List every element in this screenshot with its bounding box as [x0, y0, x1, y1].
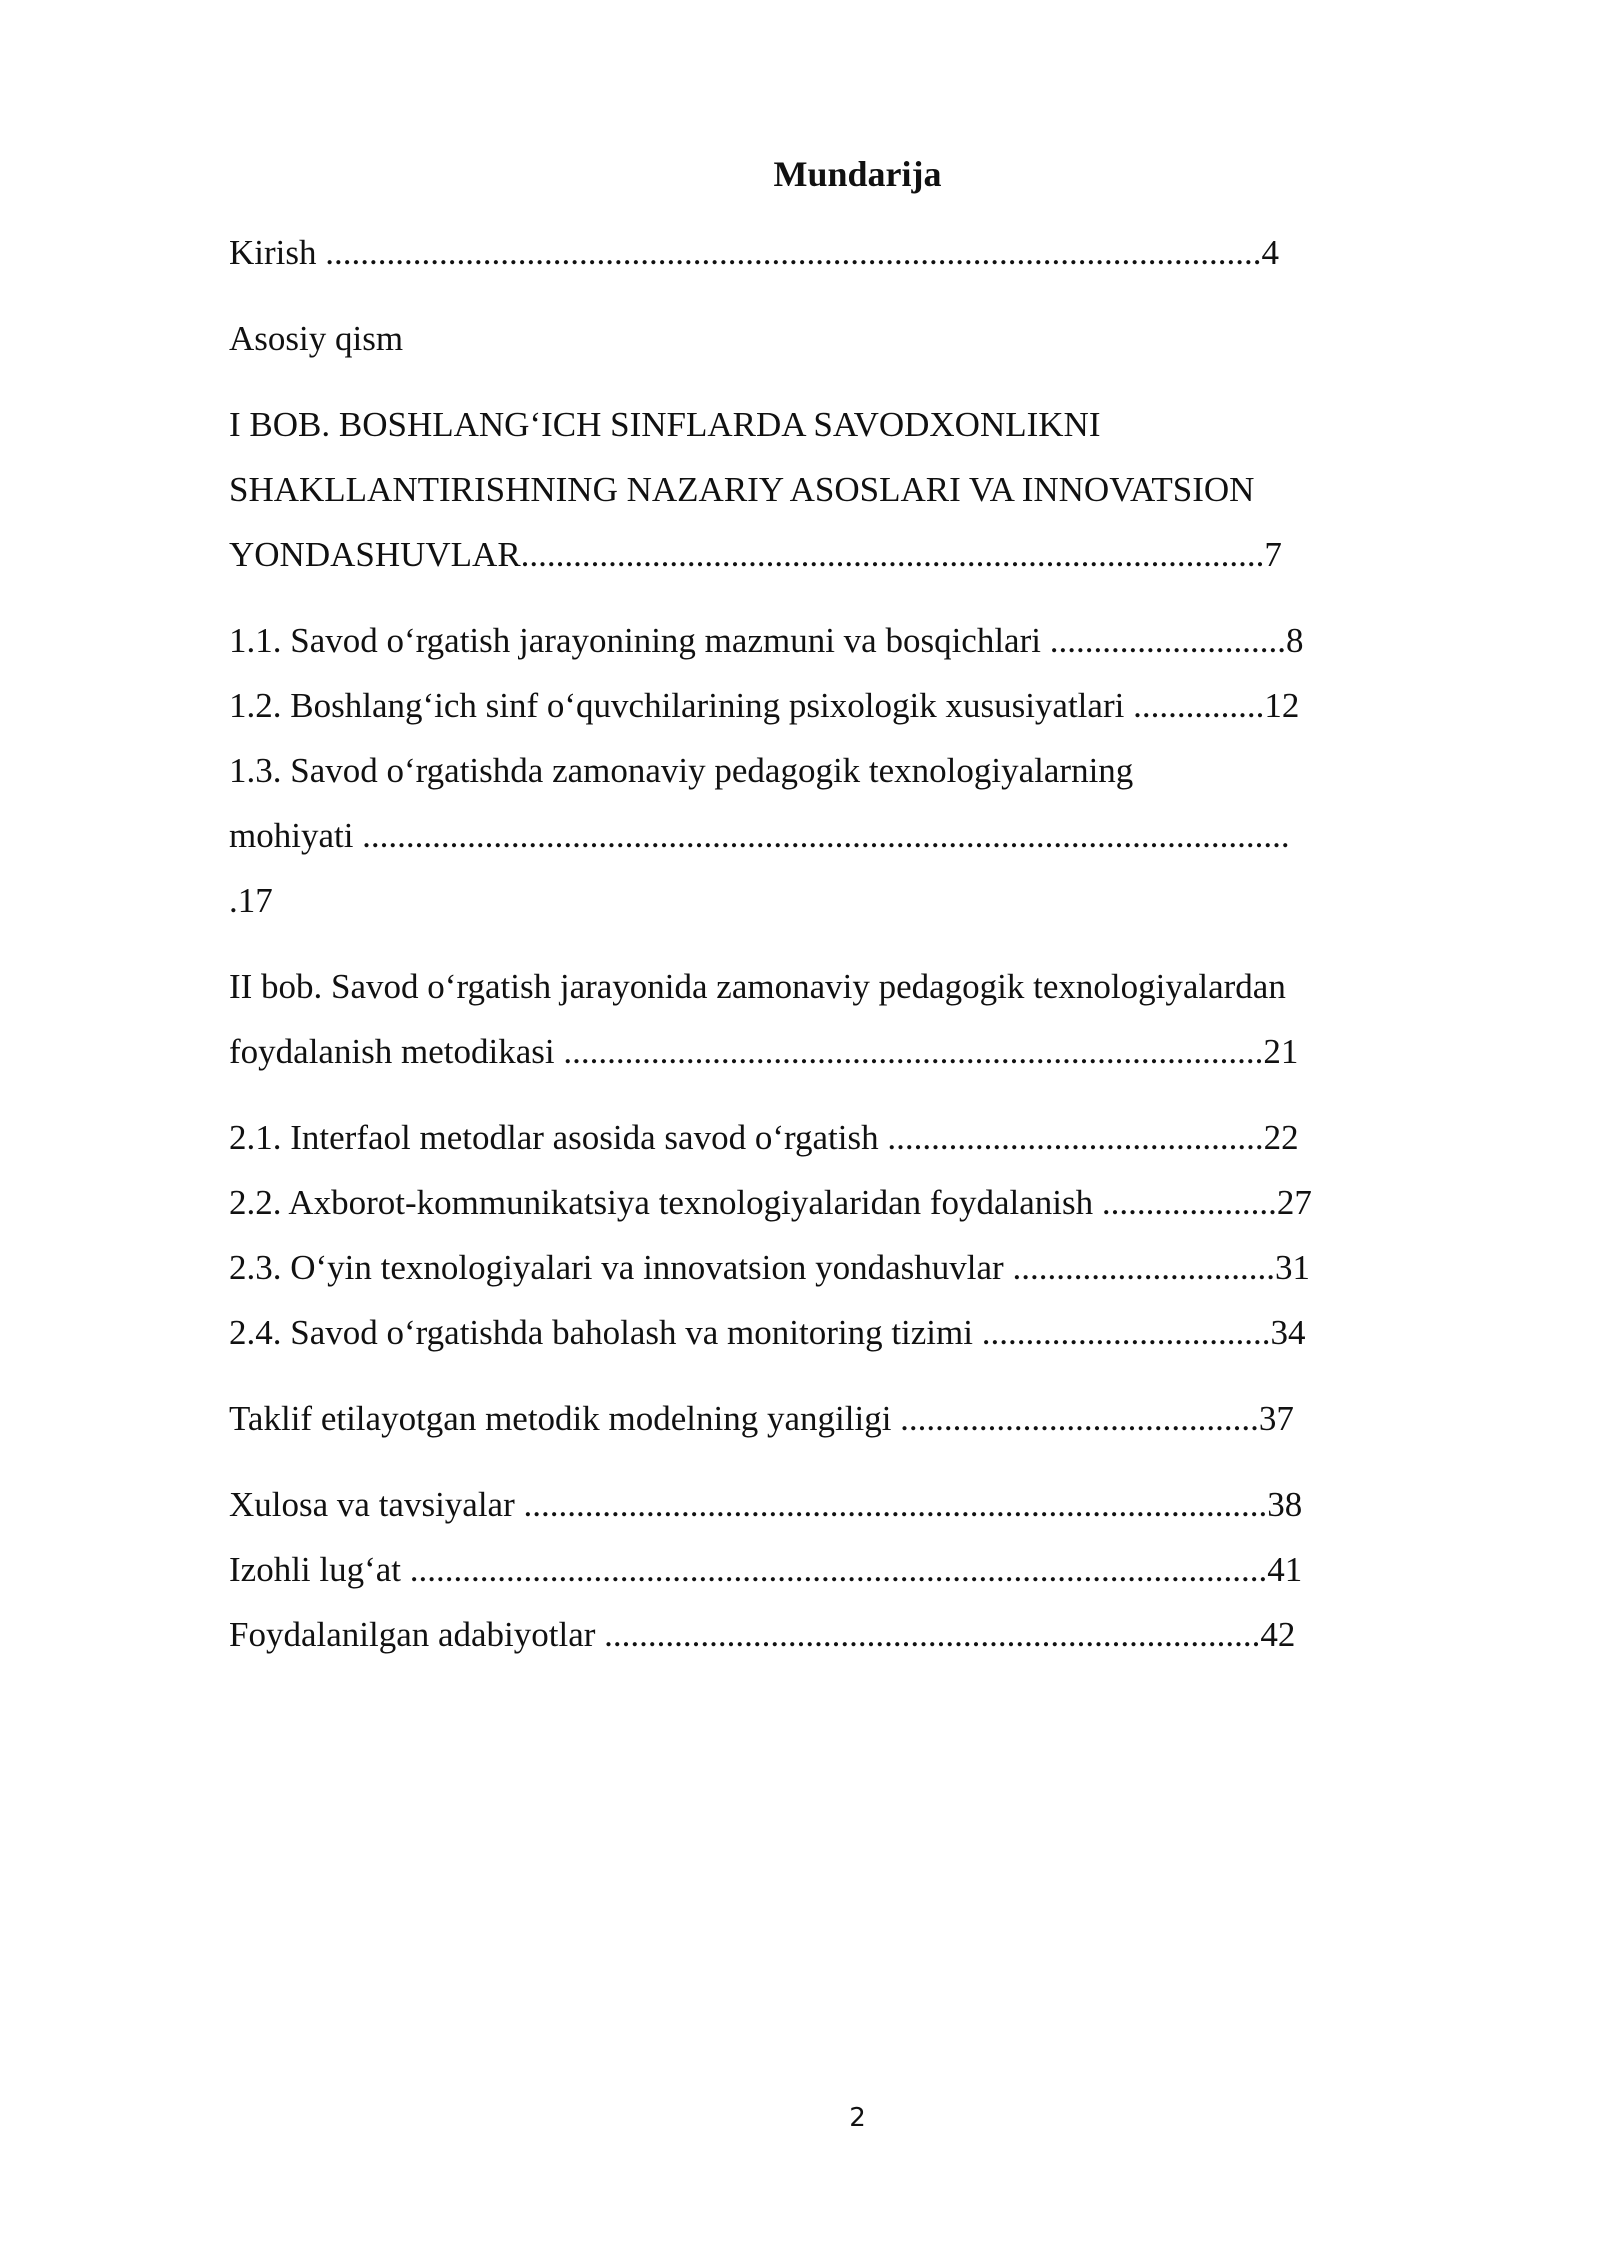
page-title: Mundarija [773, 154, 942, 194]
toc-entry-section-2-4: 2.4. Savod o‘rgatishda baholash va monitoring tizimi .................................34 [229, 1313, 1306, 1352]
toc-entry-chapter1-line1: I BOB. BOSHLANG‘ICH SINFLARDA SAVODXONLIKNI [229, 405, 1101, 444]
toc-entry-adabiyotlar: Foydalanilgan adabiyotlar ...........................................................................42 [229, 1615, 1296, 1654]
toc-entry-section-2-1: 2.1. Interfaol metodlar asosida savod o‘rgatish ...........................................22 [229, 1118, 1299, 1157]
toc-entry-section-2-2: 2.2. Axborot-kommunikatsiya texnologiyalaridan foydalanish ....................27 [229, 1183, 1312, 1222]
toc-entry-chapter1-line2: SHAKLLANTIRISHNING NAZARIY ASOSLARI VA INNOVATSION [229, 470, 1255, 509]
toc-entry-asosiy-qism: Asosiy qism [229, 319, 404, 358]
toc-entry-section-2-3: 2.3. O‘yin texnologiyalari va innovatsion yondashuvlar ..............................31 [229, 1248, 1310, 1287]
toc-entry-section-1-2: 1.2. Boshlang‘ich sinf o‘quvchilarining psixologik xususiyatlari ...............12 [229, 686, 1300, 725]
toc-entry-section-1-3-line3: .17 [229, 881, 273, 920]
page-number: 2 [849, 2103, 866, 2133]
toc-entry-izohli-lugat: Izohli lug‘at ..................................................................................................41 [229, 1550, 1303, 1589]
toc-entry-chapter2-line2: foydalanish metodikasi ................................................................................21 [229, 1032, 1299, 1071]
toc-entry-kirish: Kirish ...........................................................................................................4 [229, 233, 1279, 272]
toc-entry-section-1-3-line1: 1.3. Savod o‘rgatishda zamonaviy pedagogik texnologiyalarning [229, 751, 1134, 790]
toc-entry-xulosa: Xulosa va tavsiyalar .....................................................................................38 [229, 1485, 1303, 1524]
toc-entry-chapter2-line1: II bob. Savod o‘rgatish jarayonida zamonaviy pedagogik texnologiyalardan [229, 967, 1286, 1006]
toc-entry-section-1-3-line2: mohiyati .......................................................................................................... [229, 816, 1290, 855]
toc-entry-taklif: Taklif etilayotgan metodik modelning yangiligi .........................................37 [229, 1399, 1294, 1438]
table-of-contents [229, 0, 1479, 1654]
toc-entry-chapter1-line3: YONDASHUVLAR.....................................................................................7 [229, 535, 1282, 574]
toc-entry-section-1-1: 1.1. Savod o‘rgatish jarayonining mazmuni va bosqichlari ...........................8 [229, 621, 1304, 660]
